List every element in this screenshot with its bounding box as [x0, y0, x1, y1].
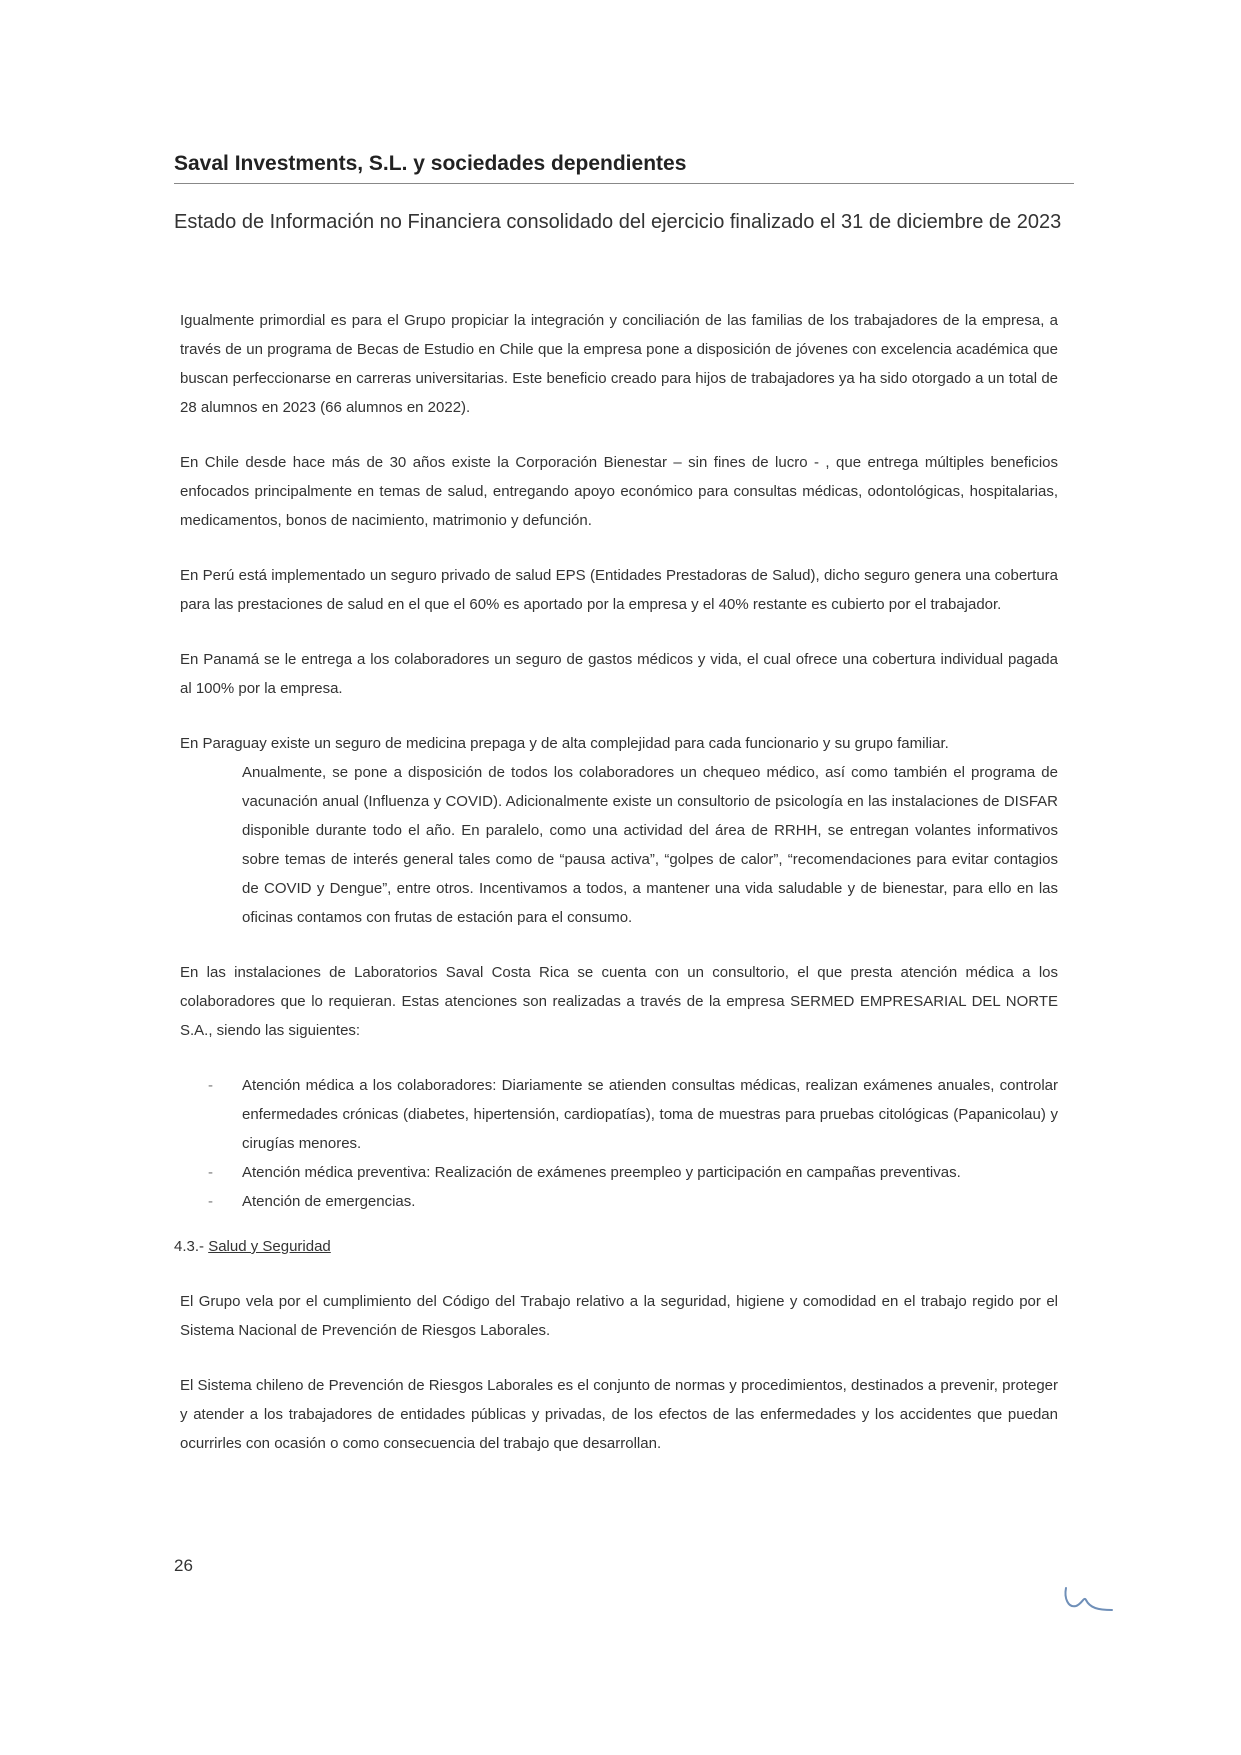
- paragraph-labor-code: El Grupo vela por el cumplimiento del Código del Trabajo relativo a la seguridad, higiene y comodidad en el trabajo regido por el Sistema Nacional de Prevención de Riesgos Laborales.: [180, 1293, 1058, 1339]
- paragraph-costa-rica: En las instalaciones de Laboratorios Saval Costa Rica se cuenta con un consultorio, el que presta atención médica a los colaboradores que lo requieran. Estas atenciones son realizadas a través de la empresa SERMED EMPRESARIAL DEL NORTE S.A., siendo las siguientes:: [180, 964, 1058, 1039]
- paragraph-chile: En Chile desde hace más de 30 años existe la Corporación Bienestar – sin fines de lucro - , que entrega múltiples beneficios enfocados principalmente en temas de salud, entregando apoyo económico para consultas médicas, odontológicas, hospitalarias, medicamentos, bonos de nacimiento, matrimonio y defunción.: [180, 454, 1058, 529]
- company-header: Saval Investments, S.L. y sociedades dependientes: [174, 152, 687, 175]
- paragraph-scholarships: Igualmente primordial es para el Grupo propiciar la integración y conciliación de las familias de los trabajadores de la empresa, a través de un programa de Becas de Estudio en Chile que la empresa pone a disposición de jóvenes con excelencia académica que buscan perfeccionarse en carreras universitarias. Este beneficio creado para hijos de trabajadores ya ha sido otorgado a un total de 28 alumnos en 2023 (66 alumnos en 2022).: [180, 312, 1058, 416]
- paragraph-risk-prevention: El Sistema chileno de Prevención de Riesgos Laborales es el conjunto de normas y procedimientos, destinados a prevenir, proteger y atender a los trabajadores de entidades públicas y privadas, de los efectos de las enfermedades y los accidentes que puedan ocurrirles con ocasión o como consecuencia del trabajo que desarrollan.: [180, 1377, 1058, 1452]
- section-heading: [174, 1232, 1058, 1261]
- paragraph-paraguay-first-line: En Paraguay existe un seguro de medicina prepaga y de alta complejidad para cada funcionario y su grupo familiar.: [180, 735, 949, 752]
- list-item: - Atención médica preventiva: Realización de exámenes preempleo y participación en campañas preventivas.: [180, 1158, 1058, 1187]
- paragraph-panama: En Panamá se le entrega a los colaboradores un seguro de gastos médicos y vida, el cual ofrece una cobertura individual pagada al 100% por la empresa.: [180, 651, 1058, 697]
- page-number: 26: [174, 1556, 193, 1575]
- bullet-dash: -: [208, 1077, 213, 1094]
- list-item: - Atención médica a los colaboradores: Diariamente se atienden consultas médicas, realizan exámenes anuales, controlar enfermedades crónicas (diabetes, hipertensión, cardiopatías), toma de muestras para pruebas citológicas (Papanicolau) y cirugías menores.: [180, 1071, 1058, 1158]
- bullet-dash: -: [208, 1164, 213, 1181]
- header-divider: [174, 183, 1074, 184]
- paragraph-paraguay: [180, 729, 1058, 932]
- signature-mark: [1060, 1580, 1120, 1620]
- section-number: 4.3.-: [174, 1238, 205, 1255]
- paragraph-peru: En Perú está implementado un seguro privado de salud EPS (Entidades Prestadoras de Salud), dicho seguro genera una cobertura para las prestaciones de salud en el que el 60% es aportado por la empresa y el 40% restante es cubierto por el trabajador.: [180, 567, 1058, 613]
- services-list: [180, 1071, 1058, 1216]
- report-subtitle: Estado de Información no Financiera consolidado del ejercicio finalizado el 31 de diciembre de 2023: [174, 211, 1062, 233]
- section-title: Salud y Seguridad: [208, 1238, 331, 1255]
- bullet-dash: -: [208, 1193, 213, 1210]
- document-body: [174, 306, 1058, 1484]
- paragraph-paraguay-rest: Anualmente, se pone a disposición de todos los colaboradores un chequeo médico, así como también el programa de vacunación anual (Influenza y COVID). Adicionalmente existe un consultorio de psicología en las instalaciones de DISFAR disponible durante todo el año. En paralelo, como una actividad del área de RRHH, se entregan volantes informativos sobre temas de interés general tales como de “pausa activa”, “golpes de calor”, “recomendaciones para evitar contagios de COVID y Dengue”, entre otros. Incentivamos a todos, a mantener una vida saludable y de bienestar, para ello en las oficinas contamos con frutas de estación para el consumo.: [242, 764, 1058, 926]
- list-item: - Atención de emergencias.: [180, 1187, 1058, 1216]
